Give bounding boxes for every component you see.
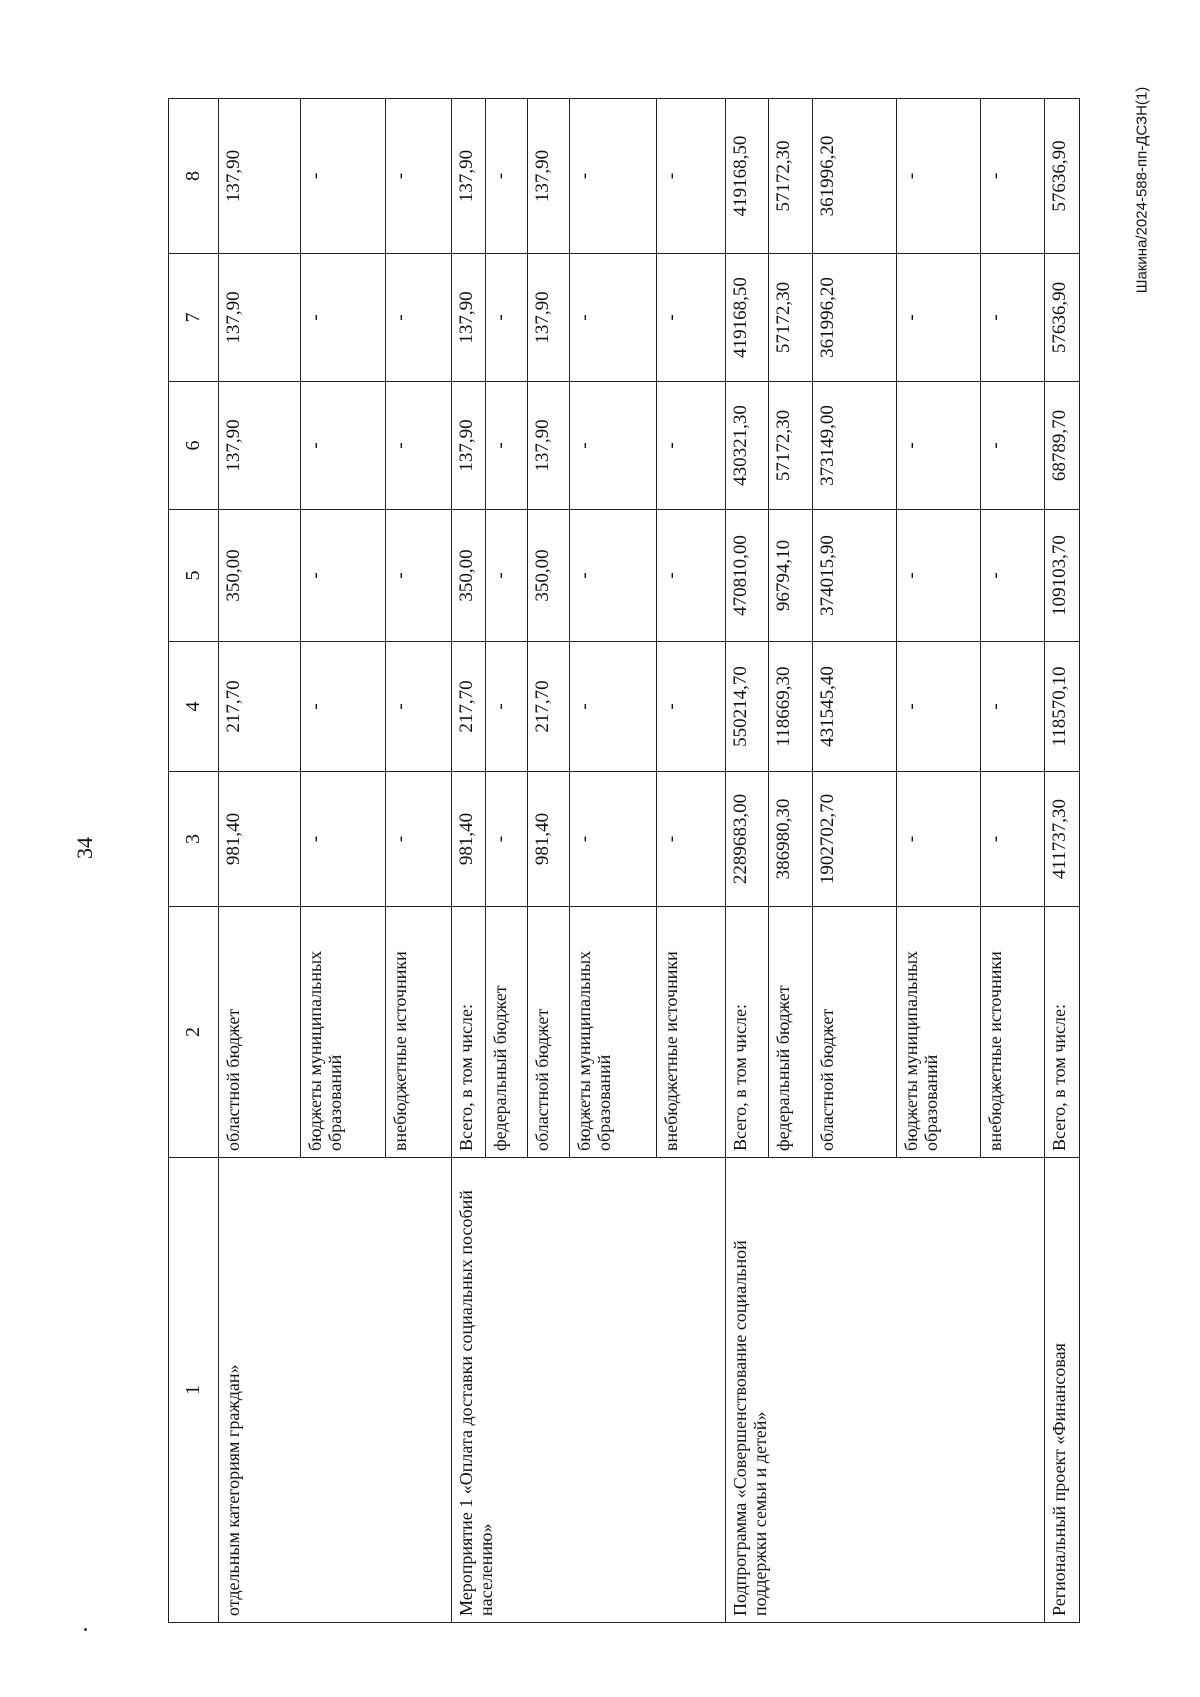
table-row — [452, 99, 486, 1623]
value-cell: - — [981, 382, 1045, 510]
value-cell: 137,90 — [528, 99, 570, 254]
scan-speck — [84, 1628, 87, 1631]
value-cell: 137,90 — [528, 254, 570, 382]
value-cell: - — [981, 510, 1045, 642]
value-cell: 361996,20 — [813, 99, 897, 254]
value-cell: - — [981, 642, 1045, 772]
source-cell: федеральный бюджет — [769, 907, 813, 1158]
value-cell: - — [897, 99, 981, 254]
value-cell: 137,90 — [219, 99, 301, 254]
header-cell: 5 — [169, 510, 219, 642]
value-cell: 96794,10 — [769, 510, 813, 642]
value-cell: 217,70 — [219, 642, 301, 772]
program-name-cell: Подпрограмма «Совершенствование социальной поддержки семьи и детей» — [726, 1158, 1045, 1623]
value-cell: 68789,70 — [1045, 382, 1080, 510]
header-cell: 4 — [169, 642, 219, 772]
source-cell: бюджеты муниципальных образований — [570, 907, 657, 1158]
value-cell: - — [897, 642, 981, 772]
source-cell: областной бюджет — [219, 907, 301, 1158]
value-cell: - — [657, 510, 726, 642]
value-cell: - — [570, 99, 657, 254]
header-cell: 3 — [169, 772, 219, 907]
source-cell: бюджеты муниципальных образований — [301, 907, 386, 1158]
value-cell: - — [486, 510, 528, 642]
source-cell: областной бюджет — [813, 907, 897, 1158]
value-cell: 137,90 — [219, 382, 301, 510]
value-cell: - — [570, 642, 657, 772]
value-cell: - — [301, 99, 386, 254]
value-cell: - — [570, 510, 657, 642]
value-cell: - — [897, 254, 981, 382]
value-cell: 350,00 — [219, 510, 301, 642]
value-cell: 374015,90 — [813, 510, 897, 642]
value-cell: - — [301, 382, 386, 510]
value-cell: - — [386, 772, 452, 907]
value-cell: - — [570, 382, 657, 510]
value-cell: - — [981, 772, 1045, 907]
value-cell: - — [657, 254, 726, 382]
value-cell: - — [301, 772, 386, 907]
value-cell: - — [657, 772, 726, 907]
document-code: Шакина/2024-588-пп-ДСЗН(1) — [1133, 86, 1151, 294]
source-cell: Всего, в том числе: — [1045, 907, 1080, 1158]
value-cell: - — [897, 382, 981, 510]
source-cell: Всего, в том числе: — [726, 907, 769, 1158]
table-row — [726, 99, 769, 1623]
value-cell: 57172,30 — [769, 382, 813, 510]
value-cell: - — [486, 382, 528, 510]
value-cell: - — [981, 99, 1045, 254]
program-name-cell: Мероприятие 1 «Оплата доставки социальных пособий населению» — [452, 1158, 726, 1623]
value-cell: - — [301, 510, 386, 642]
program-name-cell: отдельным категориям граждан» — [219, 1158, 452, 1623]
value-cell: 217,70 — [528, 642, 570, 772]
value-cell: 137,90 — [452, 382, 486, 510]
value-cell: - — [486, 642, 528, 772]
header-cell: 7 — [169, 254, 219, 382]
value-cell: - — [386, 254, 452, 382]
budget-table — [168, 98, 1080, 1623]
header-cell: 6 — [169, 382, 219, 510]
value-cell: 57172,30 — [769, 254, 813, 382]
value-cell: - — [981, 254, 1045, 382]
value-cell: - — [386, 382, 452, 510]
value-cell: 419168,50 — [726, 254, 769, 382]
source-cell: внебюджетные источники — [981, 907, 1045, 1158]
value-cell: - — [486, 254, 528, 382]
value-cell: 419168,50 — [726, 99, 769, 254]
value-cell: - — [386, 510, 452, 642]
table-row — [1045, 99, 1080, 1623]
value-cell: 109103,70 — [1045, 510, 1080, 642]
source-cell: областной бюджет — [528, 907, 570, 1158]
value-cell: - — [657, 382, 726, 510]
value-cell: 57636,90 — [1045, 254, 1080, 382]
value-cell: 57636,90 — [1045, 99, 1080, 254]
value-cell: - — [386, 99, 452, 254]
value-cell: 57172,30 — [769, 99, 813, 254]
value-cell: 550214,70 — [726, 642, 769, 772]
value-cell: 386980,30 — [769, 772, 813, 907]
value-cell: 217,70 — [452, 642, 486, 772]
value-cell: 118570,10 — [1045, 642, 1080, 772]
value-cell: - — [301, 254, 386, 382]
value-cell: - — [657, 642, 726, 772]
table-row — [219, 99, 301, 1623]
value-cell: 981,40 — [219, 772, 301, 907]
source-cell: Всего, в том числе: — [452, 907, 486, 1158]
value-cell: 137,90 — [452, 254, 486, 382]
value-cell: - — [386, 642, 452, 772]
value-cell: - — [486, 772, 528, 907]
header-cell: 8 — [169, 99, 219, 254]
value-cell: 361996,20 — [813, 254, 897, 382]
source-cell: федеральный бюджет — [486, 907, 528, 1158]
budget-table-rotated — [168, 99, 1069, 1623]
value-cell: - — [301, 642, 386, 772]
value-cell: 350,00 — [452, 510, 486, 642]
value-cell: 118669,30 — [769, 642, 813, 772]
page-number: 34 — [72, 837, 97, 859]
value-cell: - — [570, 254, 657, 382]
value-cell: 981,40 — [452, 772, 486, 907]
value-cell: - — [897, 772, 981, 907]
value-cell: - — [897, 510, 981, 642]
header-row — [169, 99, 219, 1623]
value-cell: 411737,30 — [1045, 772, 1080, 907]
value-cell: 2289683,00 — [726, 772, 769, 907]
value-cell: - — [657, 99, 726, 254]
value-cell: 981,40 — [528, 772, 570, 907]
value-cell: 470810,00 — [726, 510, 769, 642]
value-cell: 350,00 — [528, 510, 570, 642]
value-cell: 137,90 — [528, 382, 570, 510]
header-cell: 2 — [169, 907, 219, 1158]
value-cell: 431545,40 — [813, 642, 897, 772]
value-cell: 1902702,70 — [813, 772, 897, 907]
header-cell: 1 — [169, 1158, 219, 1623]
source-cell: внебюджетные источники — [657, 907, 726, 1158]
value-cell: 137,90 — [452, 99, 486, 254]
program-name-cell: Региональный проект «Финансовая — [1045, 1158, 1080, 1623]
source-cell: внебюджетные источники — [386, 907, 452, 1158]
value-cell: 430321,30 — [726, 382, 769, 510]
source-cell: бюджеты муниципальных образований — [897, 907, 981, 1158]
value-cell: - — [570, 772, 657, 907]
value-cell: 137,90 — [219, 254, 301, 382]
value-cell: 373149,00 — [813, 382, 897, 510]
value-cell: - — [486, 99, 528, 254]
